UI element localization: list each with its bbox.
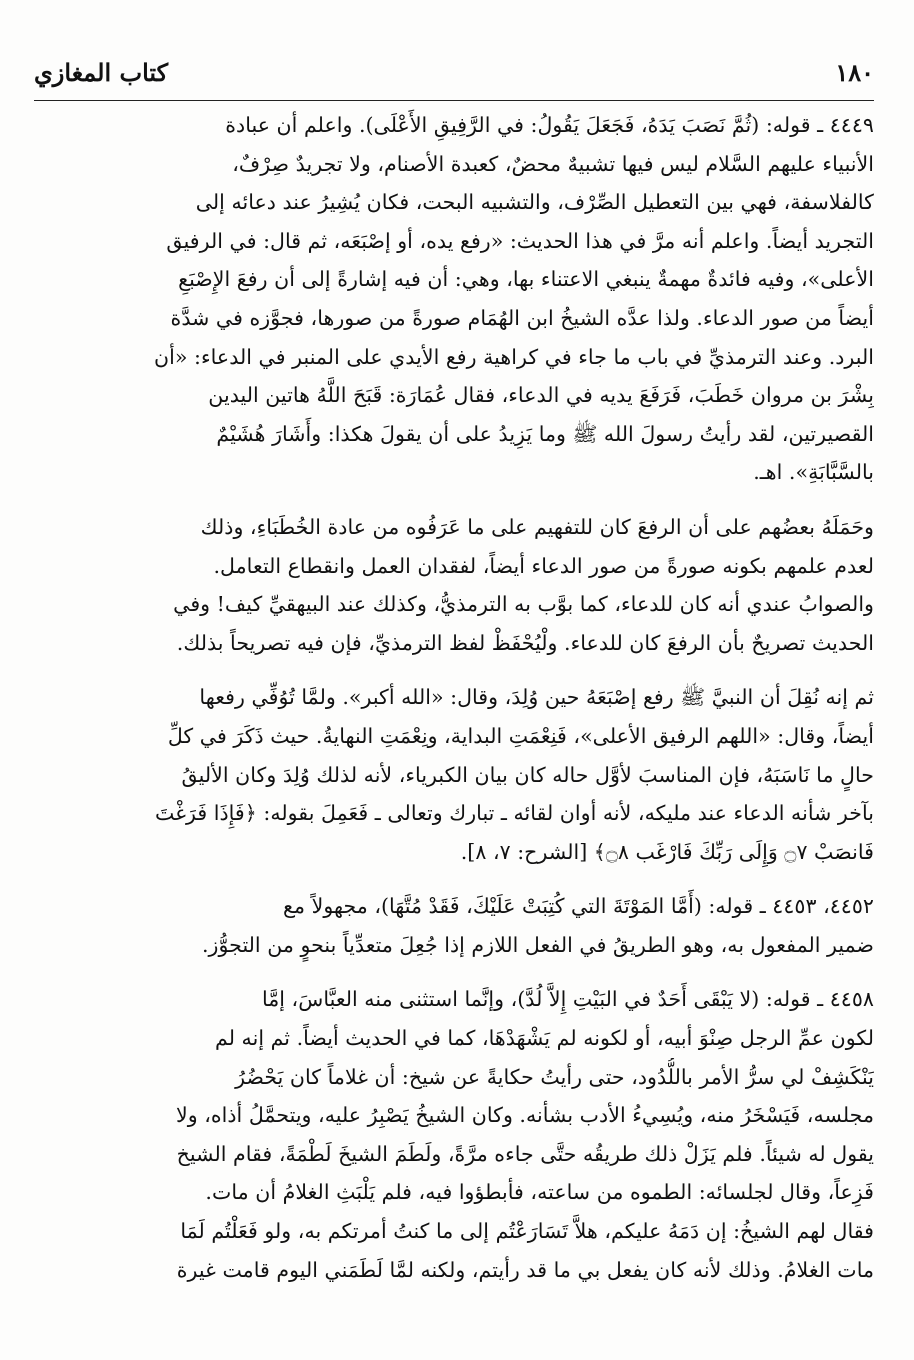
text-line: التجريد أيضاً. واعلم أنه مرَّ في هذا الحديث: «رفع يده، أو إصْبَعَه، ثم قال: في الرفيق xyxy=(166,228,874,253)
text-line: يَنْكَشِفْ لي سرُّ الأمر باللُّدُود، حتى رأيتُ حكايةً عن شيخ: أن غلاماً كان يَحْضُرُ xyxy=(235,1064,874,1089)
paragraph-hadith-4449 xyxy=(34,106,874,492)
text-line: وحَمَلَهُ بعضُهم على أن الرفعَ كان للتفهيم على ما عَرَفُوه من عادة الخُطَبَاءِ، وذلك xyxy=(200,514,874,539)
page-number: ١٨٠ xyxy=(835,58,874,87)
text-line: مجلسه، فَيَسْخَرُ منه، ويُسِيءُ الأدب بشأنه. وكان الشيخُ يَصْبِرُ عليه، ويتحمَّلُ أذاه، ولا xyxy=(175,1103,874,1128)
page-body xyxy=(34,106,874,1289)
text-line: بِشْرَ بن مروان خَطَبَ، فَرَفَعَ يديه في الدعاء، فقال عُمَارَة: قَبَحَ اللَّهُ هاتين اليدين xyxy=(208,383,874,408)
text-line: فَزِعاً، وقال لجلسائه: الطموه من ساعته، فأبطؤوا فيه، فلم يَلْبَثِ الغلامُ أن مات. xyxy=(205,1180,874,1205)
paragraph-hadith-4452-4453 xyxy=(34,887,874,964)
text-line: ضمير المفعول به، وهو الطريقُ في الفعل اللازم إذا جُعِلَ متعدِّياً بنحوٍ من التجوُّز. xyxy=(202,932,874,957)
running-head xyxy=(34,52,874,101)
text-line: لعدم علمهم بكونه صورةً من صور الدعاء أيضاً، لفقدان العمل وانقطاع التعامل. xyxy=(213,553,874,578)
text-line: القصيرتين، لقد رأيتُ رسولَ الله ﷺ وما يَزِيدُ على أن يقولَ هكذا: وأَشَارَ هُشَيْمٌ xyxy=(216,421,874,446)
text-line: كالفلاسفة، فهي بين التعطيل الصِّرْف، والتشبيه البحت، فكان يُشِيرُ عند دعائه إلى xyxy=(195,190,874,215)
paragraph-raising-hands xyxy=(34,508,874,662)
text-line: البرد. وعند الترمذيِّ في باب ما جاء في كراهية رفع الأيدي على المنبر في الدعاء: «أن xyxy=(154,344,874,369)
text-line: ثم إنه نُقِلَ أن النبيَّ ﷺ رفع إصْبَعَهُ حين وُلِدَ، وقال: «الله أكبر». ولمَّا تُوُفِّي رفعها xyxy=(199,685,874,710)
text-line: الحديث تصريحٌ بأن الرفعَ كان للدعاء. ولْيُحْفَظْ لفظ الترمذيِّ، فإن فيه تصريحاً بذلك. xyxy=(176,630,874,655)
text-line: ٤٤٥٨ ـ قوله: (لا يَبْقَى أَحَدٌ في البَيْتِ إِلاَّ لُدَّ)، وإنَّما استثنى منه العبَّاسَ، إمَّا xyxy=(261,987,874,1012)
text-line: بالسَّبَّابَةِ». اهـ. xyxy=(753,460,874,485)
text-line: لكون عمِّ الرجل صِنْوَ أبيه، أو لكونه لم يَشْهَدْهَا، كما في الحديث أيضاً. ثم إنه لم xyxy=(215,1026,874,1051)
text-line: أيضاً من صور الدعاء. ولذا عدَّه الشيخُ ابن الهُمَام صورةً من صورها، فجوَّزه في شدَّة xyxy=(170,305,874,330)
text-line: مات الغلامُ. وذلك لأنه كان يفعل بي ما قد رأيتم، ولكنه لمَّا لَطَمَني اليوم قامت غيرة xyxy=(176,1257,874,1282)
text-line: الأنبياء عليهم السَّلام ليس فيها تشبيهٌ محضٌ، كعبدة الأصنام، ولا تجريدٌ صِرْفٌ، xyxy=(232,151,874,176)
book-title: كتاب المغازي xyxy=(34,58,169,87)
text-line: حالٍ ما نَاسَبَهُ، فإن المناسبَ لأوَّل حاله كان بيان الكبرياء، لأنه لذلك وُلِدَ وكان الأليقُ xyxy=(181,762,874,787)
text-line: أيضاً، وقال: «اللهم الرفيق الأعلى»، فَنِعْمَتِ البداية، ونِعْمَتِ النهايةُ. حيث ذَكَرَ في كلِّ xyxy=(167,723,874,748)
text-line: ٤٤٥٢، ٤٤٥٣ ـ قوله: (أَمَّا المَوْتَةَ التي كُتِبَتْ عَلَيْكَ، فَقَدْ مُتَّهَا)، مجهولاً مع xyxy=(283,894,874,919)
text-line: ٤٤٤٩ ـ قوله: (ثُمَّ نَصَبَ يَدَهُ، فَجَعَلَ يَقُولُ: في الرَّفِيقِ الأَعْلَى). واعلم أن عبادة xyxy=(225,113,874,137)
text-line: فقال لهم الشيخُ: إن دَمَهُ عليكم، هلاَّ تَسَارَعْتُم إلى ما كنتُ أمرتكم به، ولو فَعَلْتُم لَمَا xyxy=(180,1219,874,1244)
text-line: فَانصَبْ ۝٧ وَإِلَى رَبِّكَ فَارْغَب ۝٨﴾ [الشرح: ٧، ٨]. xyxy=(460,839,874,864)
paragraph-birth-and-death xyxy=(34,678,874,871)
text-line: والصوابُ عندي أنه كان للدعاء، كما بوَّب به الترمذيُّ، وكذلك عند البيهقيِّ كيف! وفي xyxy=(173,592,874,617)
paragraph-hadith-4458 xyxy=(34,980,874,1289)
text-line: يقول له شيئاً. فلم يَزَلْ ذلك طريقُه حتَّى جاءه مرَّةً، ولَطَمَ الشيخَ لَطْمَةً، فقام الشيخ xyxy=(176,1141,874,1166)
text-line: الأعلى»، وفيه فائدةٌ مهمةٌ ينبغي الاعتناء بها، وهي: أن فيه إشارةً إلى أن رفعَ الإِصْبَعِ xyxy=(178,267,874,292)
text-line: بآخر شأنه الدعاء عند مليكه، لأنه أوان لقائه ـ تبارك وتعالى ـ فَعَمِلَ بقوله: ﴿فَإِذَا فَرَغْتَ xyxy=(155,801,874,826)
